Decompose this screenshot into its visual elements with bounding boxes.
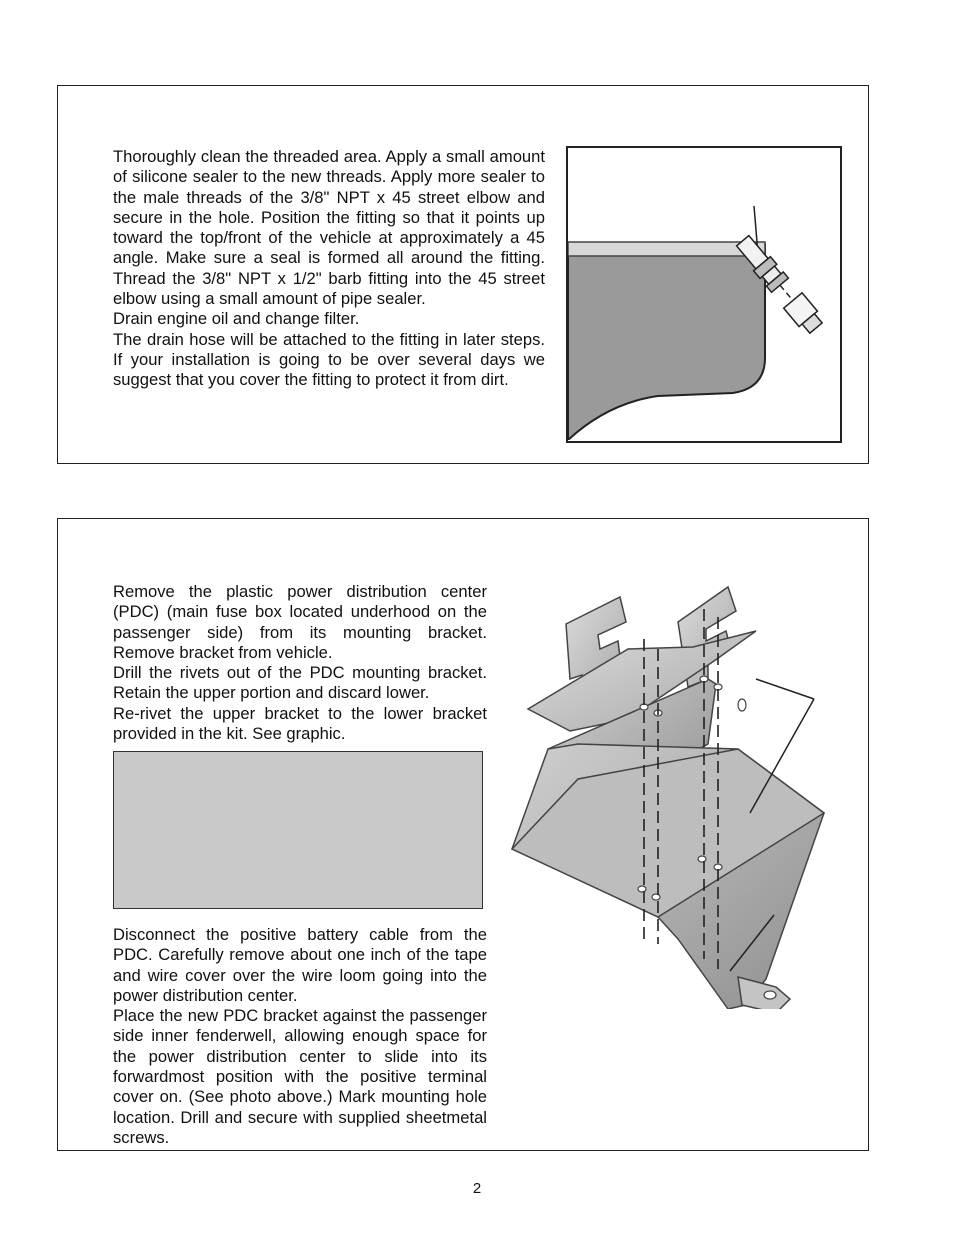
fitting-instructions [113, 147, 545, 391]
instruction-paragraph: Thoroughly clean the threaded area. Apply a small amount of silicone sealer to the new threads. Apply more sealer to the male threads of the 3/8" NPT x 45 street elbow and secure in the hole. Position the fitting so that it points up toward the top/front of the vehicle at approximately a 45 angle. Make sure a seal is formed all around the fitting. Thread the 3/8" NPT x 1/2" barb fitting into the 45 street elbow using a small amount of pipe sealer. [113, 147, 545, 309]
instruction-paragraph: Drain engine oil and change filter. [113, 309, 360, 329]
oil-pan-fitting-illustration [566, 146, 842, 443]
instruction-paragraph: Drill the rivets out of the PDC mounting bracket. Retain the upper portion and discard lower. [113, 663, 487, 703]
photo-placeholder [113, 751, 483, 909]
instruction-paragraph: Re-rivet the upper bracket to the lower bracket provided in the kit. See graphic. [113, 703, 487, 744]
instruction-paragraph: The drain hose will be attached to the fitting in later steps. If your installation is going to be over several days we suggest that you cover the fitting to protect it from dirt. [113, 329, 545, 390]
step-panel-fitting [57, 85, 869, 464]
oil-pan-shape [568, 244, 765, 440]
step-panel-pdc-bracket [57, 518, 869, 1151]
pdc-removal-instructions [113, 582, 487, 744]
page-number: 2 [472, 1180, 482, 1197]
instruction-paragraph: Remove the plastic power distribution center (PDC) (main fuse box located underhood on the passenger side) from its mounting bracket. Remove bracket from vehicle. [113, 582, 487, 662]
pdc-installation-instructions [113, 925, 487, 1148]
instruction-paragraph: Place the new PDC bracket against the passenger side inner fenderwell, allowing enough space for the power distribution center to slide into its forwardmost position with the positive terminal cover on. (See photo above.) Mark mounting hole location. Drill and secure with supplied sheetmetal screws. [113, 1006, 487, 1147]
bracket-exploded-illustration [508, 579, 838, 1009]
instruction-paragraph: Disconnect the positive battery cable from the PDC. Carefully remove about one inch of the tape and wire cover over the wire loom going into the power distribution center. [113, 925, 487, 1005]
oil-pan-flange [568, 242, 765, 256]
